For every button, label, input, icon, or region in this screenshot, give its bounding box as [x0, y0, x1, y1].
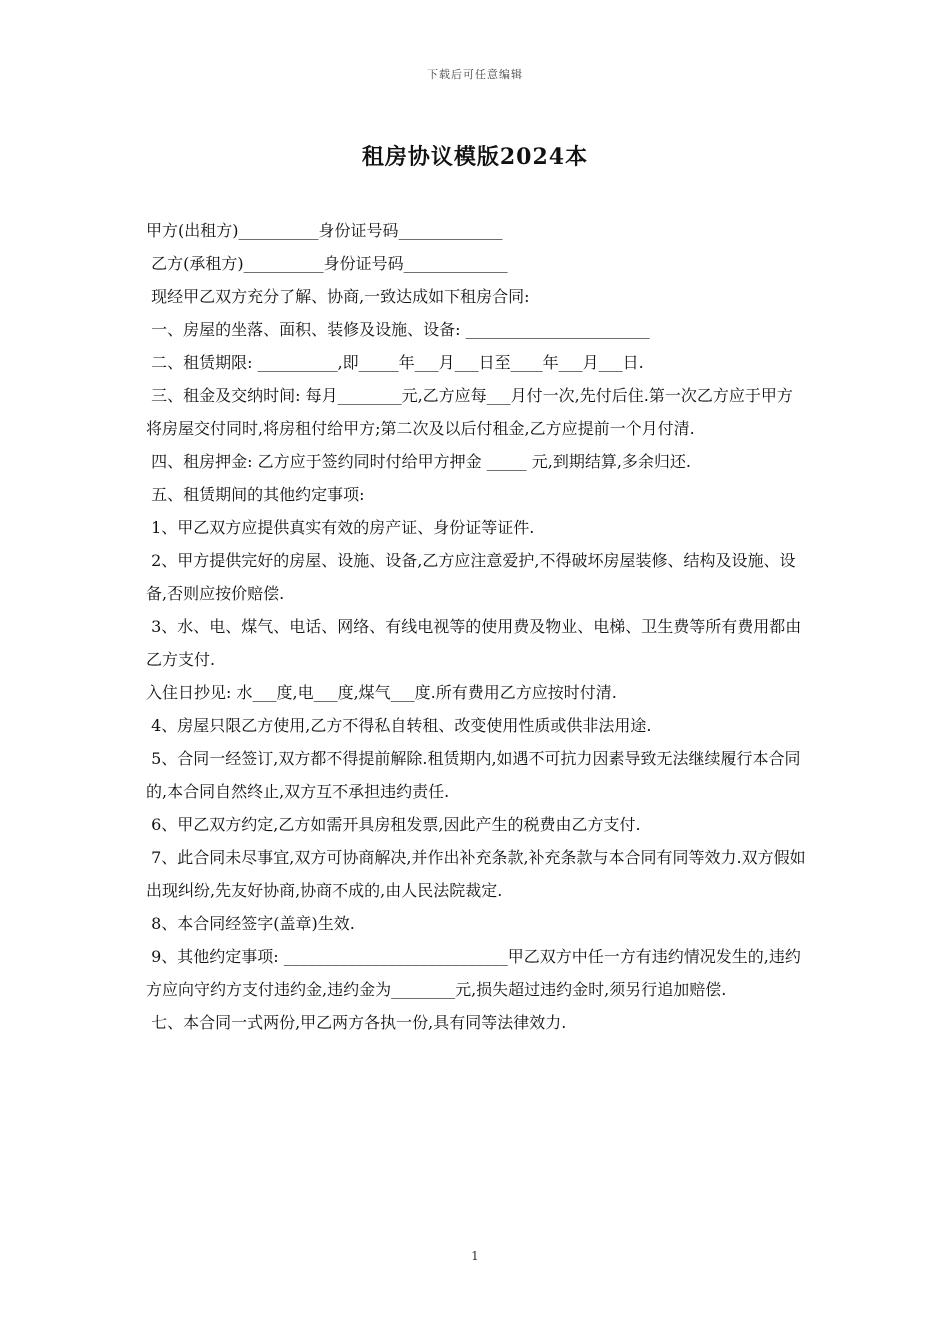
clause-4-deposit: 四、租房押金: 乙方应于签约同时付给甲方押金 _____ 元,到期结算,多余归还.: [146, 452, 692, 471]
preamble: 现经甲乙双方充分了解、协商,一致达成如下租房合同:: [146, 287, 530, 306]
clause-7-copies: 七、本合同一式两份,甲乙两方各执一份,具有同等法律效力.: [146, 1013, 567, 1032]
document-title: 租房协议模版2024本: [361, 144, 589, 170]
header-note: 下载后可任意编辑: [427, 68, 523, 81]
item-8-effect: 8、本合同经签字(盖章)生效.: [146, 914, 355, 933]
document-body: [146, 214, 806, 1039]
page-number: 1: [471, 1249, 479, 1263]
item-3-fees: 3、水、电、煤气、电话、网络、有线电视等的使用费及物业、电梯、卫生费等所有费用都由乙方支付.: [146, 617, 802, 669]
item-1-documents: 1、甲乙双方应提供真实有效的房产证、身份证等证件.: [146, 518, 535, 537]
clause-2-term: 二、租赁期限: __________,即_____年___月___日至____年___月___日.: [146, 353, 644, 372]
item-2-facilities: 2、甲方提供完好的房屋、设施、设备,乙方应注意爱护,不得破坏房屋装修、结构及设施、设备,否则应按价赔偿.: [146, 551, 796, 603]
item-9-other: 9、其他约定事项: ____________________________甲乙双方中任一方有违约情况发生的,违约方应向守约方支付违约金,违约金为________元,损失超过违约金时,须另行追加赔偿.: [146, 947, 801, 999]
meter-reading-line: 入住日抄见: 水___度,电___度,煤气___度.所有费用乙方应按时付清.: [146, 683, 617, 702]
party-b-line: 乙方(承租方)__________身份证号码_____________: [146, 254, 508, 273]
clause-5-heading: 五、租赁期间的其他约定事项:: [146, 485, 365, 504]
item-7-supplement: 7、此合同未尽事宜,双方可协商解决,并作出补充条款,补充条款与本合同有同等效力.双方假如出现纠纷,先友好协商,协商不成的,由人民法院裁定.: [146, 848, 806, 900]
party-a-line: 甲方(出租方)__________身份证号码_____________: [146, 221, 503, 240]
item-5-termination: 5、合同一经签订,双方都不得提前解除.租赁期内,如遇不可抗力因素导致无法继续履行本合同的,本合同自然终止,双方互不承担违约责任.: [146, 749, 801, 801]
clause-3-rent: 三、租金及交纳时间: 每月________元,乙方应每___月付一次,先付后住.第一次乙方应于甲方将房屋交付同时,将房租付给甲方;第二次及以后付租金,乙方应提前一个月付清.: [146, 386, 793, 438]
item-4-usage: 4、房屋只限乙方使用,乙方不得私自转租、改变使用性质或供非法用途.: [146, 716, 652, 735]
item-6-invoice: 6、甲乙双方约定,乙方如需开具房租发票,因此产生的税费由乙方支付.: [146, 815, 641, 834]
clause-1-property: 一、房屋的坐落、面积、装修及设施、设备: _______________________: [146, 320, 650, 339]
